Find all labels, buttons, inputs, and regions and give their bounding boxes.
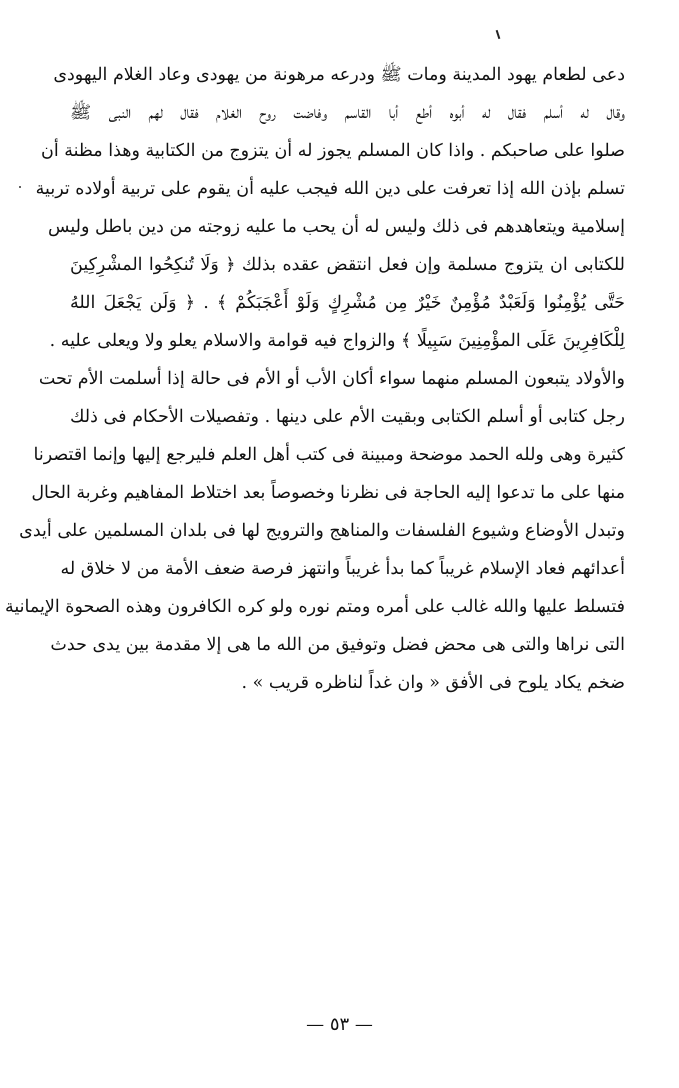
text-line: تسلم بإذن الله إذا تعرفت على دين الله فيجب عليه أن يقوم على تربية أولاده تربية bbox=[35, 179, 625, 199]
quran-verse-line: حَتَّى يُؤْمِنُوا وَلَعَبْدٌ مُؤْمِنٌ خَيْرٌ مِن مُشْرِكٍ وَلَوْ أَعْجَبَكُمْ ﴾ . ﴿ وَلَن يَجْعَلَ اللهُ bbox=[70, 293, 625, 313]
text-line: منها على ما تدعوا إليه الحاجة فى نظرنا وخصوصاً بعد اختلاط المفاهيم وغربة الحال bbox=[31, 483, 625, 503]
text-line-last: ضخم يكاد يلوح فى الأفق « وان غداً لناظره قريب » . bbox=[241, 673, 625, 693]
text-line: إسلامية ويتعاهدهم فى ذلك وليس له أن يحب ما عليه زوجته من دين باطل وليس bbox=[48, 217, 625, 237]
text-line: والأولاد يتبعون المسلم منهما سواء أكان الأب أو الأم فى حالة إذا أسلمت الأم تحت bbox=[38, 369, 625, 389]
text-line: لِلْكَافِرِينَ عَلَى المؤْمِنِينَ سَبِيلًا ﴾ والزواج فيه قوامة والاسلام يعلو ولا ويعلى عليه . bbox=[49, 331, 625, 351]
text-line: وقال له أسلم فقال له أبوه أطع أبا القاسم وفاضت روح الغلام فقال لهم النبى ﷺ bbox=[70, 103, 625, 123]
page-number: — ٥٣ — bbox=[306, 1014, 373, 1035]
text-line: كثيرة وهى ولله الحمد موضحة ومبينة فى كتب أهل العلم فليرجع إليها وإنما اقتصرنا bbox=[33, 445, 625, 465]
text-line: صلوا على صاحبكم . واذا كان المسلم يجوز له أن يتزوج من الكتابية وهذا مظنة أن bbox=[40, 141, 625, 161]
text-line: دعى لطعام يهود المدينة ومات ﷺ ودرعه مرهونة من يهودى وعاد الغلام اليهودى bbox=[53, 65, 625, 85]
text-line: التى نراها والتى هى محض فضل وتوفيق من الله ما هى إلا مقدمة بين يدى حدث bbox=[50, 635, 625, 655]
scan-speck bbox=[19, 186, 21, 188]
text-line: للكتابى ان يتزوج مسلمة وإن فعل انتقض عقده بذلك ﴿ وَلَا تُنكِحُوا المشْرِكِينَ bbox=[70, 255, 625, 275]
text-line: فتسلط عليها والله غالب على أمره ومتم نوره ولو كره الكافرون وهذه الصحوة الإيمانية bbox=[5, 597, 625, 617]
body-text bbox=[5, 56, 625, 702]
text-line: رجل كتابى أو أسلم الكتابى وبقيت الأم على دينها . وتفصيلات الأحكام فى ذلك bbox=[70, 407, 625, 427]
text-line: وتبدل الأوضاع وشيوع الفلسفات والمناهج والترويج لها فى بلدان المسلمين على أيدى bbox=[19, 521, 625, 541]
text-line: أعدائهم فعاد الإسلام غريباً كما بدأ غريباً وانتهز فرصة ضعف الأمة من لا خلاق له bbox=[60, 559, 625, 579]
scan-mark bbox=[496, 30, 501, 39]
